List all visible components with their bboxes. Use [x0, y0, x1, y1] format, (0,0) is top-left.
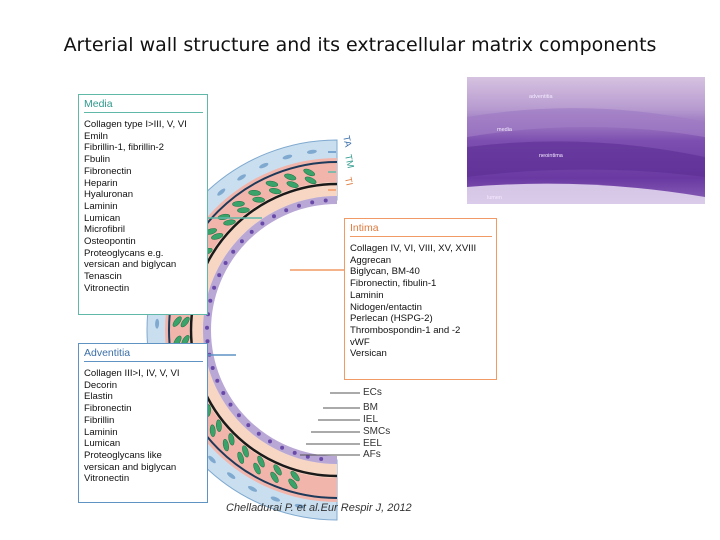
cell-label-bm: BM [363, 402, 378, 413]
adventitia-list [79, 368, 207, 485]
media-item: versican and biglycan [84, 259, 177, 271]
endothelial-cell [240, 239, 244, 243]
histology-label-adventitia: adventitia [529, 94, 553, 100]
intima-list [345, 243, 496, 360]
media-item: Hyaluronan [84, 189, 134, 201]
histology-label-lumen: lumen [487, 195, 502, 201]
adventitia-item: Proteoglycans like [84, 449, 162, 461]
adventitia-item: Lumican [84, 438, 121, 450]
media-item: Collagen type I>III, V, VI [84, 119, 187, 130]
intima-item: Thrombospondin-1 and -2 [350, 324, 461, 336]
media-box [78, 94, 208, 315]
intima-heading: Intima [350, 222, 492, 237]
endothelial-cell [297, 204, 301, 208]
endothelial-cell [229, 403, 233, 407]
intima-item: vWF [350, 336, 370, 348]
page-title: Arterial wall structure and its extracellular matrix components [63, 34, 657, 56]
layer-label-ti: TI [341, 176, 355, 187]
endothelial-cell [231, 250, 235, 254]
endothelial-cell [224, 261, 228, 265]
adventitia-item: Vitronectin [84, 473, 130, 485]
cell-label-iel: IEL [363, 414, 379, 425]
adventitia-item: versican and biglycan [84, 461, 177, 473]
layer-label-ta: TA [340, 134, 354, 149]
endothelial-cell [324, 199, 328, 203]
media-item: Lumican [84, 212, 121, 224]
intima-box [344, 218, 497, 380]
layer-label-tm: TM [342, 153, 356, 170]
endothelial-cell [272, 214, 276, 218]
media-item: Fibronectin [84, 165, 132, 177]
media-item: Vitronectin [84, 282, 130, 294]
media-item: Tenascin [84, 271, 122, 283]
media-item: Laminin [84, 200, 118, 212]
endothelial-cell [293, 451, 297, 455]
intima-item: Collagen IV, VI, VIII, XV, XVIII [350, 243, 477, 254]
endothelial-cell [310, 200, 314, 204]
media-item: Heparin [84, 177, 118, 189]
endothelial-cell [221, 391, 225, 395]
adventitia-item: Fibrillin [84, 414, 115, 426]
histology-label-neointima: neointima [539, 153, 563, 159]
endothelial-cell [212, 286, 216, 290]
adventitia-item: Fibronectin [84, 403, 132, 415]
adventitia-heading: Adventitia [84, 347, 203, 362]
media-heading: Media [84, 98, 203, 113]
media-item: Emiln [84, 130, 108, 142]
media-item: Osteopontin [84, 236, 136, 248]
endothelial-cell [250, 230, 254, 234]
cell-label-smcs: SMCs [363, 426, 391, 437]
histology-image [467, 77, 705, 204]
media-item: Fbulin [84, 154, 111, 166]
endothelial-cell [260, 222, 264, 226]
endothelial-cell [284, 208, 288, 212]
endothelial-cell [215, 379, 219, 383]
endothelial-cell [208, 299, 212, 303]
intima-item: Aggrecan [350, 254, 392, 266]
intima-item: Nidogen/entactin [350, 301, 423, 313]
intima-item: Perlecan (HSPG-2) [350, 313, 433, 325]
smooth-muscle-cell [237, 207, 249, 213]
adventitia-box [78, 343, 208, 503]
endothelial-cell [319, 457, 323, 461]
adventitia-item: Decorin [84, 379, 118, 391]
media-item: Microfibril [84, 224, 126, 236]
endothelial-cell [211, 366, 215, 370]
endothelial-cell [268, 439, 272, 443]
endothelial-cell [246, 423, 250, 427]
endothelial-cell [257, 432, 261, 436]
intima-item: Laminin [350, 289, 384, 301]
adventitia-item: Collagen III>I, IV, V, VI [84, 368, 180, 379]
media-item: Fibrillin-1, fibrillin-2 [84, 142, 164, 154]
cell-label-afs: AFs [363, 449, 381, 460]
media-list [79, 119, 207, 295]
endothelial-cell [205, 326, 209, 330]
endothelial-cell [237, 413, 241, 417]
endothelial-cell [280, 446, 284, 450]
smooth-muscle-cell [232, 201, 244, 207]
cell-label-ecs: ECs [363, 387, 382, 398]
histology-label-media: media [497, 127, 512, 133]
endothelial-cell [217, 273, 221, 277]
intima-item: Fibronectin, fibulin-1 [350, 278, 437, 290]
intima-item: Biglycan, BM-40 [350, 266, 420, 278]
intima-item: Versican [350, 348, 387, 360]
media-item: Proteoglycans e.g. [84, 247, 164, 259]
adventitia-item: Elastin [84, 391, 113, 403]
adventitia-item: Laminin [84, 426, 118, 438]
cell-label-eel: EEL [363, 438, 382, 449]
citation: Chelladurai P. et al.Eur Respir J, 2012 [226, 502, 412, 514]
